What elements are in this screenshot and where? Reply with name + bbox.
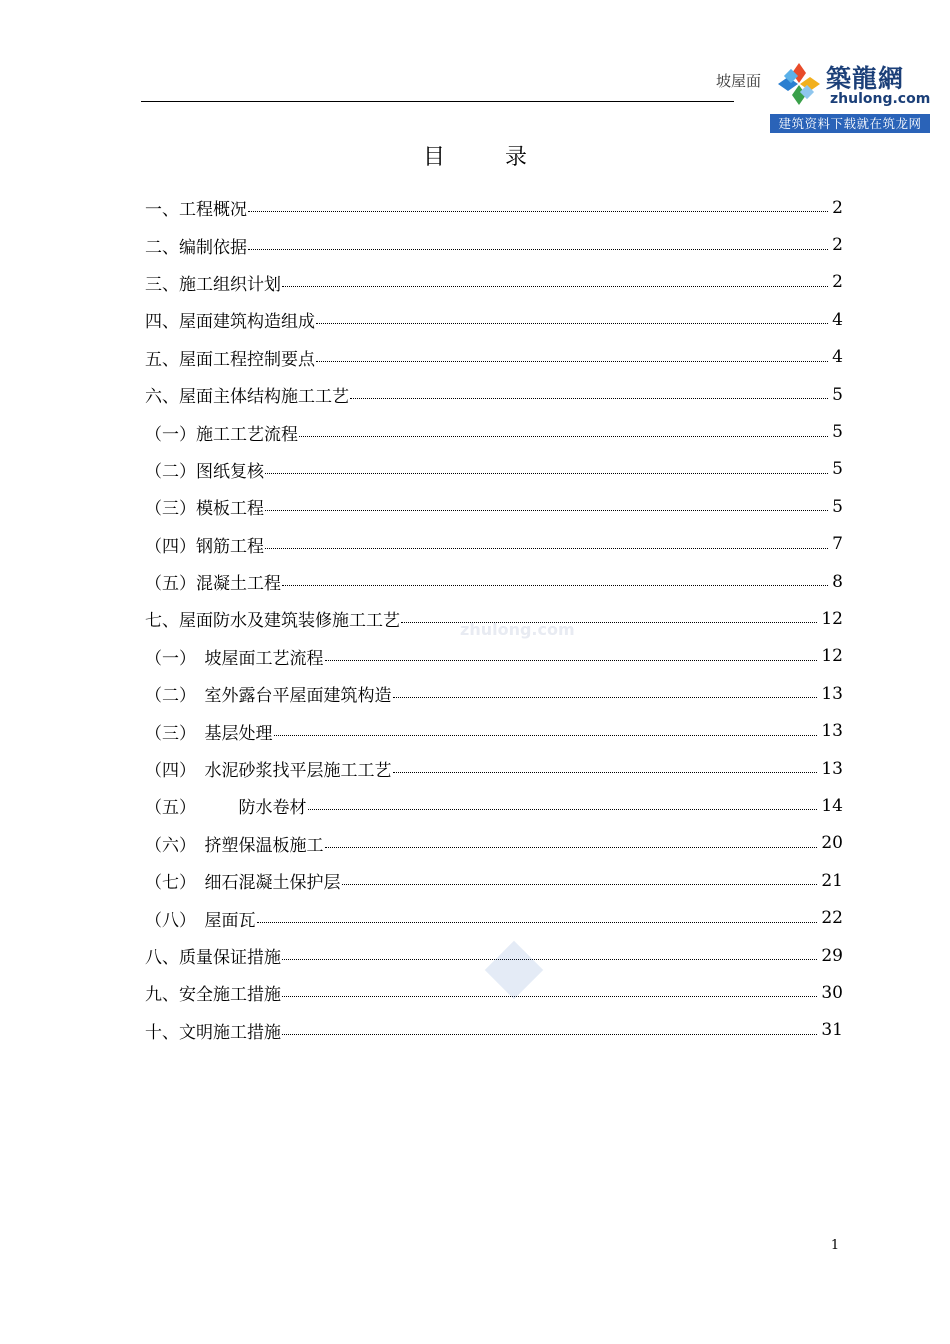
- toc-dot-leader: [248, 211, 828, 212]
- toc-dot-leader: [248, 249, 828, 250]
- watermark-emblem-icon: [482, 938, 546, 1002]
- toc-entry[interactable]: [145, 264, 843, 301]
- page-title: 目录: [422, 145, 587, 170]
- toc-dot-leader: [274, 735, 818, 736]
- toc-entry-page: 5: [832, 496, 843, 517]
- toc-dot-leader: [282, 585, 828, 586]
- running-header: 坡屋面: [716, 72, 762, 90]
- toc-entry-title: 二、编制依据: [145, 237, 247, 258]
- toc-entry[interactable]: [145, 638, 843, 675]
- toc-entry-title: 四、屋面建筑构造组成: [145, 312, 315, 333]
- zhulong-logo: [770, 55, 930, 133]
- toc-entry-page: 12: [821, 608, 843, 629]
- toc-entry-title: （三） 基层处理: [145, 723, 273, 744]
- toc-entry-page: 30: [821, 982, 843, 1003]
- toc-entry-title: （一）施工工艺流程: [145, 424, 298, 445]
- toc-entry-title: 三、施工组织计划: [145, 274, 281, 295]
- toc-entry-page: 8: [832, 571, 843, 592]
- toc-entry[interactable]: [145, 825, 843, 862]
- toc-entry-title: 十、文明施工措施: [145, 1022, 281, 1043]
- logo-chinese-name: 築龍網: [826, 64, 905, 93]
- toc-entry-title: （五） 防水卷材: [145, 798, 307, 819]
- toc-entry-title: （六） 挤塑保温板施工: [145, 835, 324, 856]
- toc-entry-title: 一、工程概况: [145, 200, 247, 221]
- toc-entry-title: 九、安全施工措施: [145, 985, 281, 1006]
- logo-domain: zhulong.com: [830, 91, 931, 107]
- toc-entry[interactable]: [145, 1012, 843, 1049]
- toc-dot-leader: [325, 660, 818, 661]
- toc-entry-page: 4: [832, 309, 843, 330]
- toc-entry-title: （八） 屋面瓦: [145, 910, 256, 931]
- toc-entry-page: 2: [832, 235, 843, 256]
- page-number: 1: [830, 1238, 840, 1253]
- toc-entry[interactable]: [145, 376, 843, 413]
- toc-entry-page: 20: [821, 833, 843, 854]
- toc-dot-leader: [350, 398, 828, 399]
- toc-entry[interactable]: [145, 488, 843, 525]
- toc-dot-leader: [282, 286, 828, 287]
- header-rule: [141, 101, 734, 102]
- toc-entry-page: 29: [821, 945, 843, 966]
- toc-entry-title: （四） 水泥砂浆找平层施工工艺: [145, 761, 392, 782]
- toc-entry[interactable]: [145, 189, 843, 226]
- toc-entry-page: 5: [832, 384, 843, 405]
- watermark-text: zhulong.com: [460, 620, 575, 639]
- toc-entry-page: 13: [821, 721, 843, 742]
- toc-dot-leader: [299, 436, 828, 437]
- toc-entry-page: 5: [832, 459, 843, 480]
- toc-entry-page: 4: [832, 347, 843, 368]
- toc-entry-page: 2: [832, 197, 843, 218]
- toc-dot-leader: [393, 772, 818, 773]
- toc-entry[interactable]: [145, 787, 843, 824]
- toc-entry-page: 2: [832, 272, 843, 293]
- toc-entry-page: 31: [821, 1020, 843, 1041]
- toc-entry[interactable]: [145, 526, 843, 563]
- toc-entry-title: （一） 坡屋面工艺流程: [145, 648, 324, 669]
- toc-entry-title: （二）图纸复核: [145, 461, 264, 482]
- toc-entry-title: 七、屋面防水及建筑装修施工工艺: [145, 611, 400, 632]
- toc-entry[interactable]: [145, 712, 843, 749]
- toc-entry-page: 22: [821, 908, 843, 929]
- toc-dot-leader: [316, 323, 828, 324]
- table-of-contents: [145, 189, 843, 1049]
- toc-dot-leader: [265, 510, 828, 511]
- toc-entry[interactable]: [145, 226, 843, 263]
- toc-entry[interactable]: [145, 301, 843, 338]
- toc-dot-leader: [282, 996, 817, 997]
- toc-entry[interactable]: [145, 750, 843, 787]
- toc-dot-leader: [342, 884, 818, 885]
- toc-dot-leader: [265, 473, 828, 474]
- toc-entry-title: （四）钢筋工程: [145, 536, 264, 557]
- toc-entry[interactable]: [145, 413, 843, 450]
- toc-dot-leader: [282, 959, 817, 960]
- toc-entry[interactable]: [145, 563, 843, 600]
- logo-slogan: 建筑资料下载就在筑龙网: [770, 114, 930, 133]
- toc-entry[interactable]: [145, 339, 843, 376]
- toc-entry-title: （五）混凝土工程: [145, 574, 281, 595]
- toc-dot-leader: [308, 809, 818, 810]
- toc-entry-page: 13: [821, 758, 843, 779]
- toc-dot-leader: [257, 922, 818, 923]
- toc-entry-page: 5: [832, 422, 843, 443]
- toc-entry-page: 21: [821, 870, 843, 891]
- toc-entry-page: 12: [821, 646, 843, 667]
- toc-entry-title: 五、屋面工程控制要点: [145, 349, 315, 370]
- toc-entry-title: 六、屋面主体结构施工工艺: [145, 387, 349, 408]
- toc-entry-page: 13: [821, 683, 843, 704]
- toc-entry-title: （七） 细石混凝土保护层: [145, 873, 341, 894]
- toc-dot-leader: [325, 847, 818, 848]
- toc-entry-title: 八、质量保证措施: [145, 948, 281, 968]
- toc-entry-title: （二） 室外露台平屋面建筑构造: [145, 686, 392, 707]
- toc-entry[interactable]: [145, 451, 843, 488]
- toc-entry[interactable]: [145, 899, 843, 936]
- toc-entry-page: 14: [821, 795, 843, 816]
- toc-dot-leader: [265, 548, 828, 549]
- toc-entry-page: 7: [832, 534, 843, 555]
- logo-emblem-icon: [776, 61, 822, 107]
- toc-dot-leader: [282, 1034, 817, 1035]
- toc-entry[interactable]: [145, 862, 843, 899]
- toc-entry[interactable]: [145, 675, 843, 712]
- toc-dot-leader: [316, 361, 828, 362]
- toc-entry-title: （三）模板工程: [145, 499, 264, 520]
- toc-dot-leader: [393, 697, 818, 698]
